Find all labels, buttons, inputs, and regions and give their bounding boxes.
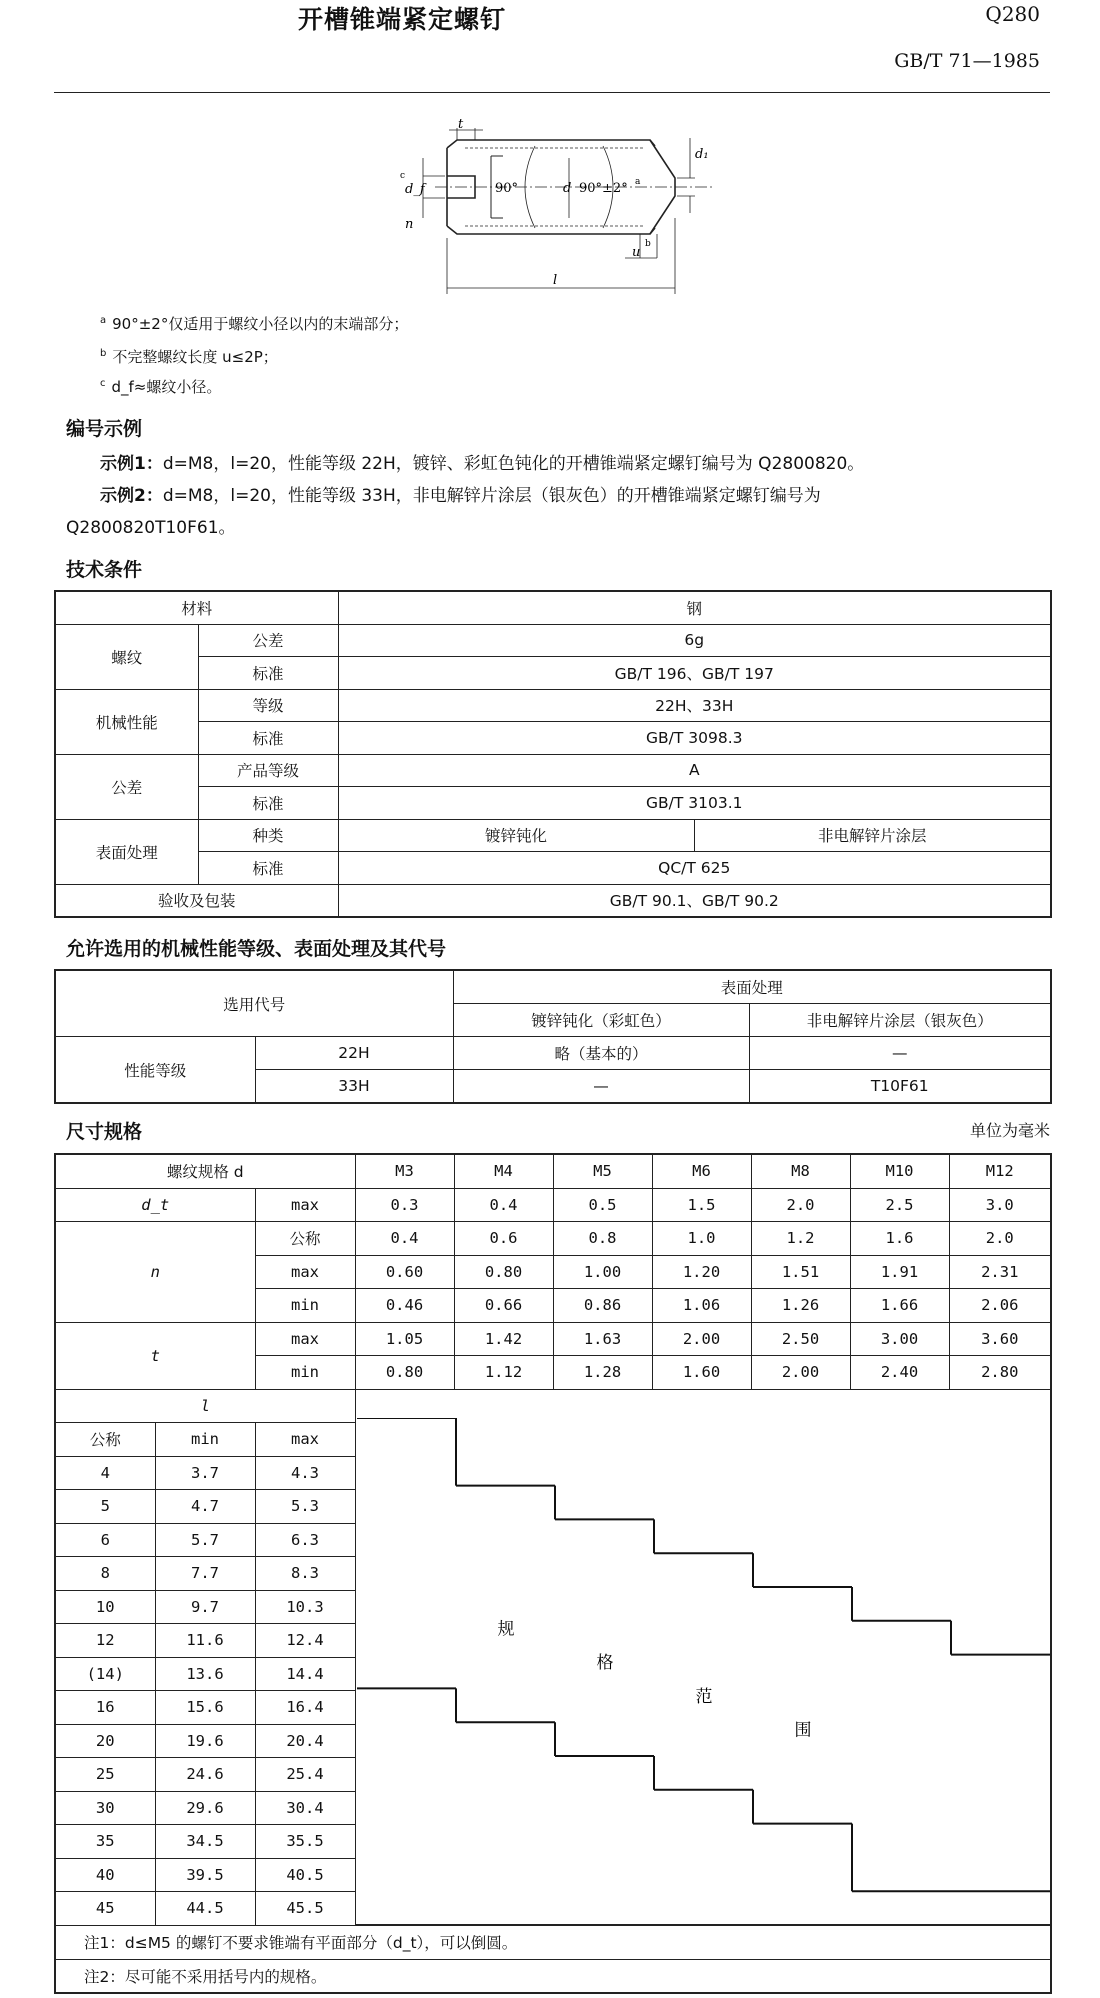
cell: 0.4 — [355, 1222, 454, 1256]
dt-label: d_t — [55, 1188, 255, 1222]
note-1: 注1：d≤M5 的螺钉不要求锥端有平面部分（d_t），可以倒圆。 — [55, 1925, 1051, 1959]
label-d1: d₁ — [695, 147, 709, 162]
cell: 0.46 — [355, 1289, 454, 1323]
l-max: 12.4 — [255, 1624, 355, 1658]
l-nominal: 6 — [55, 1523, 155, 1557]
l-nominal: 30 — [55, 1791, 155, 1825]
cell: 1.66 — [850, 1289, 949, 1323]
cell: 0.60 — [355, 1255, 454, 1289]
cell: 1.28 — [553, 1356, 652, 1390]
l-nominal: 35 — [55, 1825, 155, 1859]
l-max: 30.4 — [255, 1791, 355, 1825]
cell: 2.0 — [751, 1188, 850, 1222]
cell: 3.0 — [949, 1188, 1051, 1222]
cell: 2.80 — [949, 1356, 1051, 1390]
cell: 0.6 — [454, 1222, 553, 1256]
cell: 2.00 — [652, 1322, 751, 1356]
l-max: 4.3 — [255, 1456, 355, 1490]
cell: 2.0 — [949, 1222, 1051, 1256]
l-min: 19.6 — [155, 1724, 255, 1758]
example-2: 示例2：d=M8，l=20，性能等级 33H，非电解锌片涂层（银灰色）的开槽锥端紧定螺钉编号为 — [100, 486, 821, 506]
label-u: u — [632, 245, 641, 260]
cell: 0.86 — [553, 1289, 652, 1323]
size-M6: M6 — [652, 1154, 751, 1188]
options-table: 选用代号 表面处理 镀锌钝化（彩虹色） 非电解锌片涂层（银灰色） 性能等级 22H 略（基本的） — 33H — T10F61 — [54, 969, 1052, 1104]
spec-range-char: 格 — [596, 1653, 614, 1674]
l-min: 39.5 — [155, 1858, 255, 1892]
l-min: 13.6 — [155, 1657, 255, 1691]
example-2-cont: Q2800820T10F61。 — [66, 518, 236, 538]
cell: 1.6 — [850, 1222, 949, 1256]
dims-heading: 尺寸规格 — [66, 1121, 143, 1143]
l-max: 45.5 — [255, 1892, 355, 1926]
sup-a: a — [635, 177, 641, 187]
screw-drawing — [395, 118, 725, 303]
l-nominal: 8 — [55, 1557, 155, 1591]
label-d: d — [563, 181, 572, 196]
spec-range-char: 围 — [794, 1720, 812, 1741]
size-M12: M12 — [949, 1154, 1051, 1188]
cell: 3.60 — [949, 1322, 1051, 1356]
l-min: 24.6 — [155, 1758, 255, 1792]
tech-heading: 技术条件 — [66, 559, 143, 581]
l-max: 8.3 — [255, 1557, 355, 1591]
cell: 2.40 — [850, 1356, 949, 1390]
l-min: 5.7 — [155, 1523, 255, 1557]
cell: 0.5 — [553, 1188, 652, 1222]
spec-range-steps — [357, 1418, 1052, 1895]
note-2: 注2：尽可能不采用括号内的规格。 — [55, 1959, 1051, 1993]
thread-label: 螺纹规格 d — [55, 1154, 355, 1188]
l-min: 29.6 — [155, 1791, 255, 1825]
label-l: l — [553, 273, 558, 288]
l-min: 3.7 — [155, 1456, 255, 1490]
l-nominal: 40 — [55, 1858, 155, 1892]
label-90: 90° — [495, 181, 519, 196]
l-nominal: (14) — [55, 1657, 155, 1691]
l-max: 16.4 — [255, 1691, 355, 1725]
cell: 1.42 — [454, 1322, 553, 1356]
cell: 0.4 — [454, 1188, 553, 1222]
cell: 2.50 — [751, 1322, 850, 1356]
l-max: 40.5 — [255, 1858, 355, 1892]
size-M10: M10 — [850, 1154, 949, 1188]
l-nominal: 12 — [55, 1624, 155, 1658]
cell: 1.91 — [850, 1255, 949, 1289]
l-max: 5.3 — [255, 1490, 355, 1524]
sup-b: b — [645, 239, 651, 249]
cell: 1.06 — [652, 1289, 751, 1323]
cell: 3.00 — [850, 1322, 949, 1356]
size-M8: M8 — [751, 1154, 850, 1188]
cell: 0.80 — [454, 1255, 553, 1289]
standard-number: GB/T 71—1985 — [894, 50, 1040, 72]
l-nominal: 16 — [55, 1691, 155, 1725]
label-df: d_f — [405, 182, 425, 197]
cell: 0.8 — [553, 1222, 652, 1256]
cell: 2.5 — [850, 1188, 949, 1222]
example-1: 示例1：d=M8，l=20，性能等级 22H，镀锌、彩虹色钝化的开槽锥端紧定螺钉编号为 Q2800820。 — [100, 454, 865, 474]
t-label: t — [55, 1322, 255, 1389]
options-heading: 允许选用的机械性能等级、表面处理及其代号 — [66, 938, 447, 960]
numbering-heading: 编号示例 — [66, 418, 143, 440]
unit-label: 单位为毫米 — [969, 1121, 1050, 1140]
l-min: 11.6 — [155, 1624, 255, 1658]
l-min: 15.6 — [155, 1691, 255, 1725]
l-max: 10.3 — [255, 1590, 355, 1624]
l-max: 14.4 — [255, 1657, 355, 1691]
cell: 2.00 — [751, 1356, 850, 1390]
label-t: t — [458, 118, 464, 132]
l-min: 34.5 — [155, 1825, 255, 1859]
size-M3: M3 — [355, 1154, 454, 1188]
cell: 1.5 — [652, 1188, 751, 1222]
spec-range-char: 规 — [497, 1619, 515, 1640]
footnote-b: $^b$ 不完整螺纹长度 u≤2P； — [100, 348, 278, 366]
label-90-tol: 90°±2° — [579, 181, 628, 196]
l-nominal: 10 — [55, 1590, 155, 1624]
cell: 1.60 — [652, 1356, 751, 1390]
l-nominal: 25 — [55, 1758, 155, 1792]
l-min: 9.7 — [155, 1590, 255, 1624]
l-nominal: 5 — [55, 1490, 155, 1524]
l-nominal: 20 — [55, 1724, 155, 1758]
cell: 1.05 — [355, 1322, 454, 1356]
cell: 1.0 — [652, 1222, 751, 1256]
page-title: 开槽锥端紧定螺钉 — [298, 5, 507, 34]
l-min: 44.5 — [155, 1892, 255, 1926]
l-max: 25.4 — [255, 1758, 355, 1792]
header-rule — [54, 92, 1050, 93]
cell: 1.63 — [553, 1322, 652, 1356]
cell: 2.06 — [949, 1289, 1051, 1323]
cell: 0.66 — [454, 1289, 553, 1323]
l-label: l — [55, 1389, 355, 1423]
dims-table: 螺纹规格 d M3 M4 M5 M6 M8 M10 M12 d_t max 0.3 0.4 0.5 1.5 2.0 2.5 3.0 n 公称 0.4 0.6 0.8 1.0 1.2 1.6 2.0 max 0.60 0.80 1.00 1.20 1.51 1.91 2.31 min 0.46 0.66 0.86 1.06 1.26 1.66 2.06 t max 1.05 1.42 1.63 2.00 2.50 3.00 3.60 min 0.80 1.12 1.28 1.60 2.00 2.40 2.80 l 公称 min max 4 3.7 4.3 5 4.7 5.3 6 5.7 6.3 8 7.7 8.3 10 9.7 10.3 12 11.6 12.4 (14) 13.6 14.4 16 15.6 16.4 20 19.6 20.4 25 24.6 25.4 30 29.6 30.4 35 34.5 35.5 40 39.5 40.5 45 44.5 45.5 注1：d≤M5 的螺钉不要求锥端有平面部分（d_t），可以倒圆。 注2：尽可能不采用括号内的规格。 — [54, 1153, 1052, 1994]
cell: 0.80 — [355, 1356, 454, 1390]
size-M5: M5 — [553, 1154, 652, 1188]
tech-table: 材料 钢 螺纹 公差 6g 标准 GB/T 196、GB/T 197 机械性能 等级 22H、33H 标准 GB/T 3098.3 公差 产品等级 A 标准 GB/T 3103.1 表面处理 种类 镀锌钝化 非电解锌片涂层 标准 QC/T 625 验收及包装 GB/T 90.1、GB/T 90.2 — [54, 590, 1052, 918]
label-n: n — [405, 217, 414, 232]
cell: 1.51 — [751, 1255, 850, 1289]
l-max: 6.3 — [255, 1523, 355, 1557]
size-M4: M4 — [454, 1154, 553, 1188]
cell: 1.2 — [751, 1222, 850, 1256]
spec-range-boundary — [357, 1418, 1050, 1891]
cell: 0.3 — [355, 1188, 454, 1222]
l-max: 20.4 — [255, 1724, 355, 1758]
spec-range-char: 范 — [695, 1686, 713, 1707]
l-min: 7.7 — [155, 1557, 255, 1591]
l-max: 35.5 — [255, 1825, 355, 1859]
cell: 1.20 — [652, 1255, 751, 1289]
footnote-a: $^a$ 90°±2°仅适用于螺纹小径以内的末端部分； — [100, 315, 409, 333]
product-code: Q280 — [985, 2, 1040, 26]
l-nominal: 45 — [55, 1892, 155, 1926]
cell: 2.31 — [949, 1255, 1051, 1289]
l-min: 4.7 — [155, 1490, 255, 1524]
cell: 1.00 — [553, 1255, 652, 1289]
sup-c: c — [400, 171, 406, 181]
footnote-c: $^c$ d_f≈螺纹小径。 — [100, 378, 222, 396]
cell: 1.26 — [751, 1289, 850, 1323]
l-nominal: 4 — [55, 1456, 155, 1490]
cell: 1.12 — [454, 1356, 553, 1390]
n-label: n — [55, 1222, 255, 1323]
